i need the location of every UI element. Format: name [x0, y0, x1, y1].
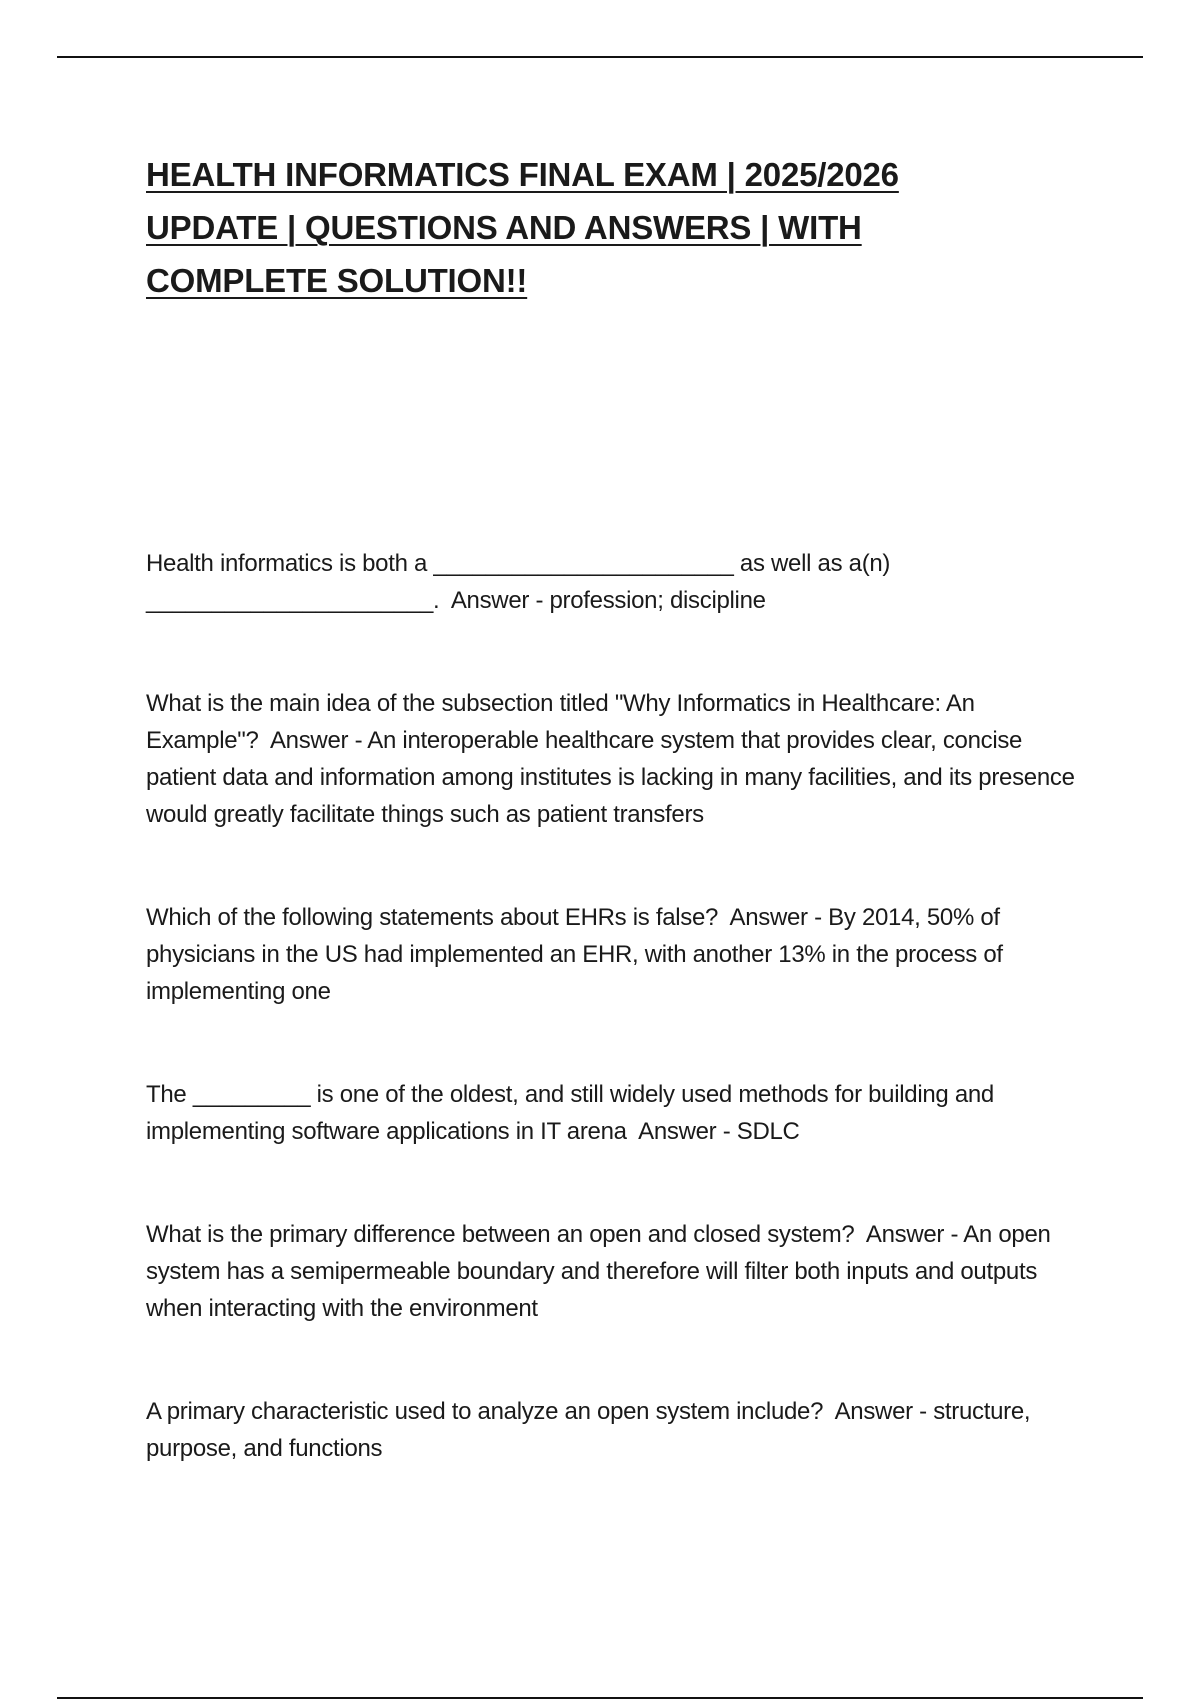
answer-text: Answer - An interoperable healthcare system that provides clear, concise patient data and information among institutes is lacking in many facilities, and its presence would greatly facilitate things such as patient transfers [146, 727, 1075, 828]
answer-text: Answer - SDLC [638, 1118, 800, 1145]
qa-item [146, 685, 1076, 833]
answer-text: Answer - An open system has a semipermeable boundary and therefore will filter both inputs and outputs when interacting with the environment [146, 1221, 1051, 1322]
answer-text: Answer - profession; discipline [450, 587, 766, 614]
question-text: What is the primary difference between an open and closed system? [146, 1221, 855, 1248]
qa-item [146, 1216, 1076, 1327]
answer-text: Answer - structure, purpose, and functions [146, 1398, 1031, 1462]
qa-list [146, 545, 1076, 1467]
qa-item [146, 1393, 1076, 1467]
question-text: Which of the following statements about EHRs is false? [146, 904, 719, 931]
header-rule [57, 56, 1143, 58]
answer-text: Answer - By 2014, 50% of physicians in the US had implemented an EHR, with another 13% in the process of implementing one [146, 904, 1003, 1005]
question-text: What is the main idea of the subsection titled "Why Informatics in Healthcare: An Example"? [146, 690, 975, 754]
question-text: Health informatics is both a _______________________ as well as a(n) ______________________. [146, 550, 891, 614]
footer-rule [57, 1697, 1143, 1699]
qa-item [146, 899, 1076, 1010]
question-text: A primary characteristic used to analyze an open system include? [146, 1398, 824, 1425]
document-body [146, 148, 1076, 1533]
qa-item [146, 545, 1076, 619]
document-title: HEALTH INFORMATICS FINAL EXAM | 2025/2026 UPDATE | QUESTIONS AND ANSWERS | WITH COMPLETE SOLUTION!! [146, 156, 899, 299]
question-text: The _________ is one of the oldest, and still widely used methods for building and implementing software applications in IT arena [146, 1081, 994, 1145]
qa-item [146, 1076, 1076, 1150]
